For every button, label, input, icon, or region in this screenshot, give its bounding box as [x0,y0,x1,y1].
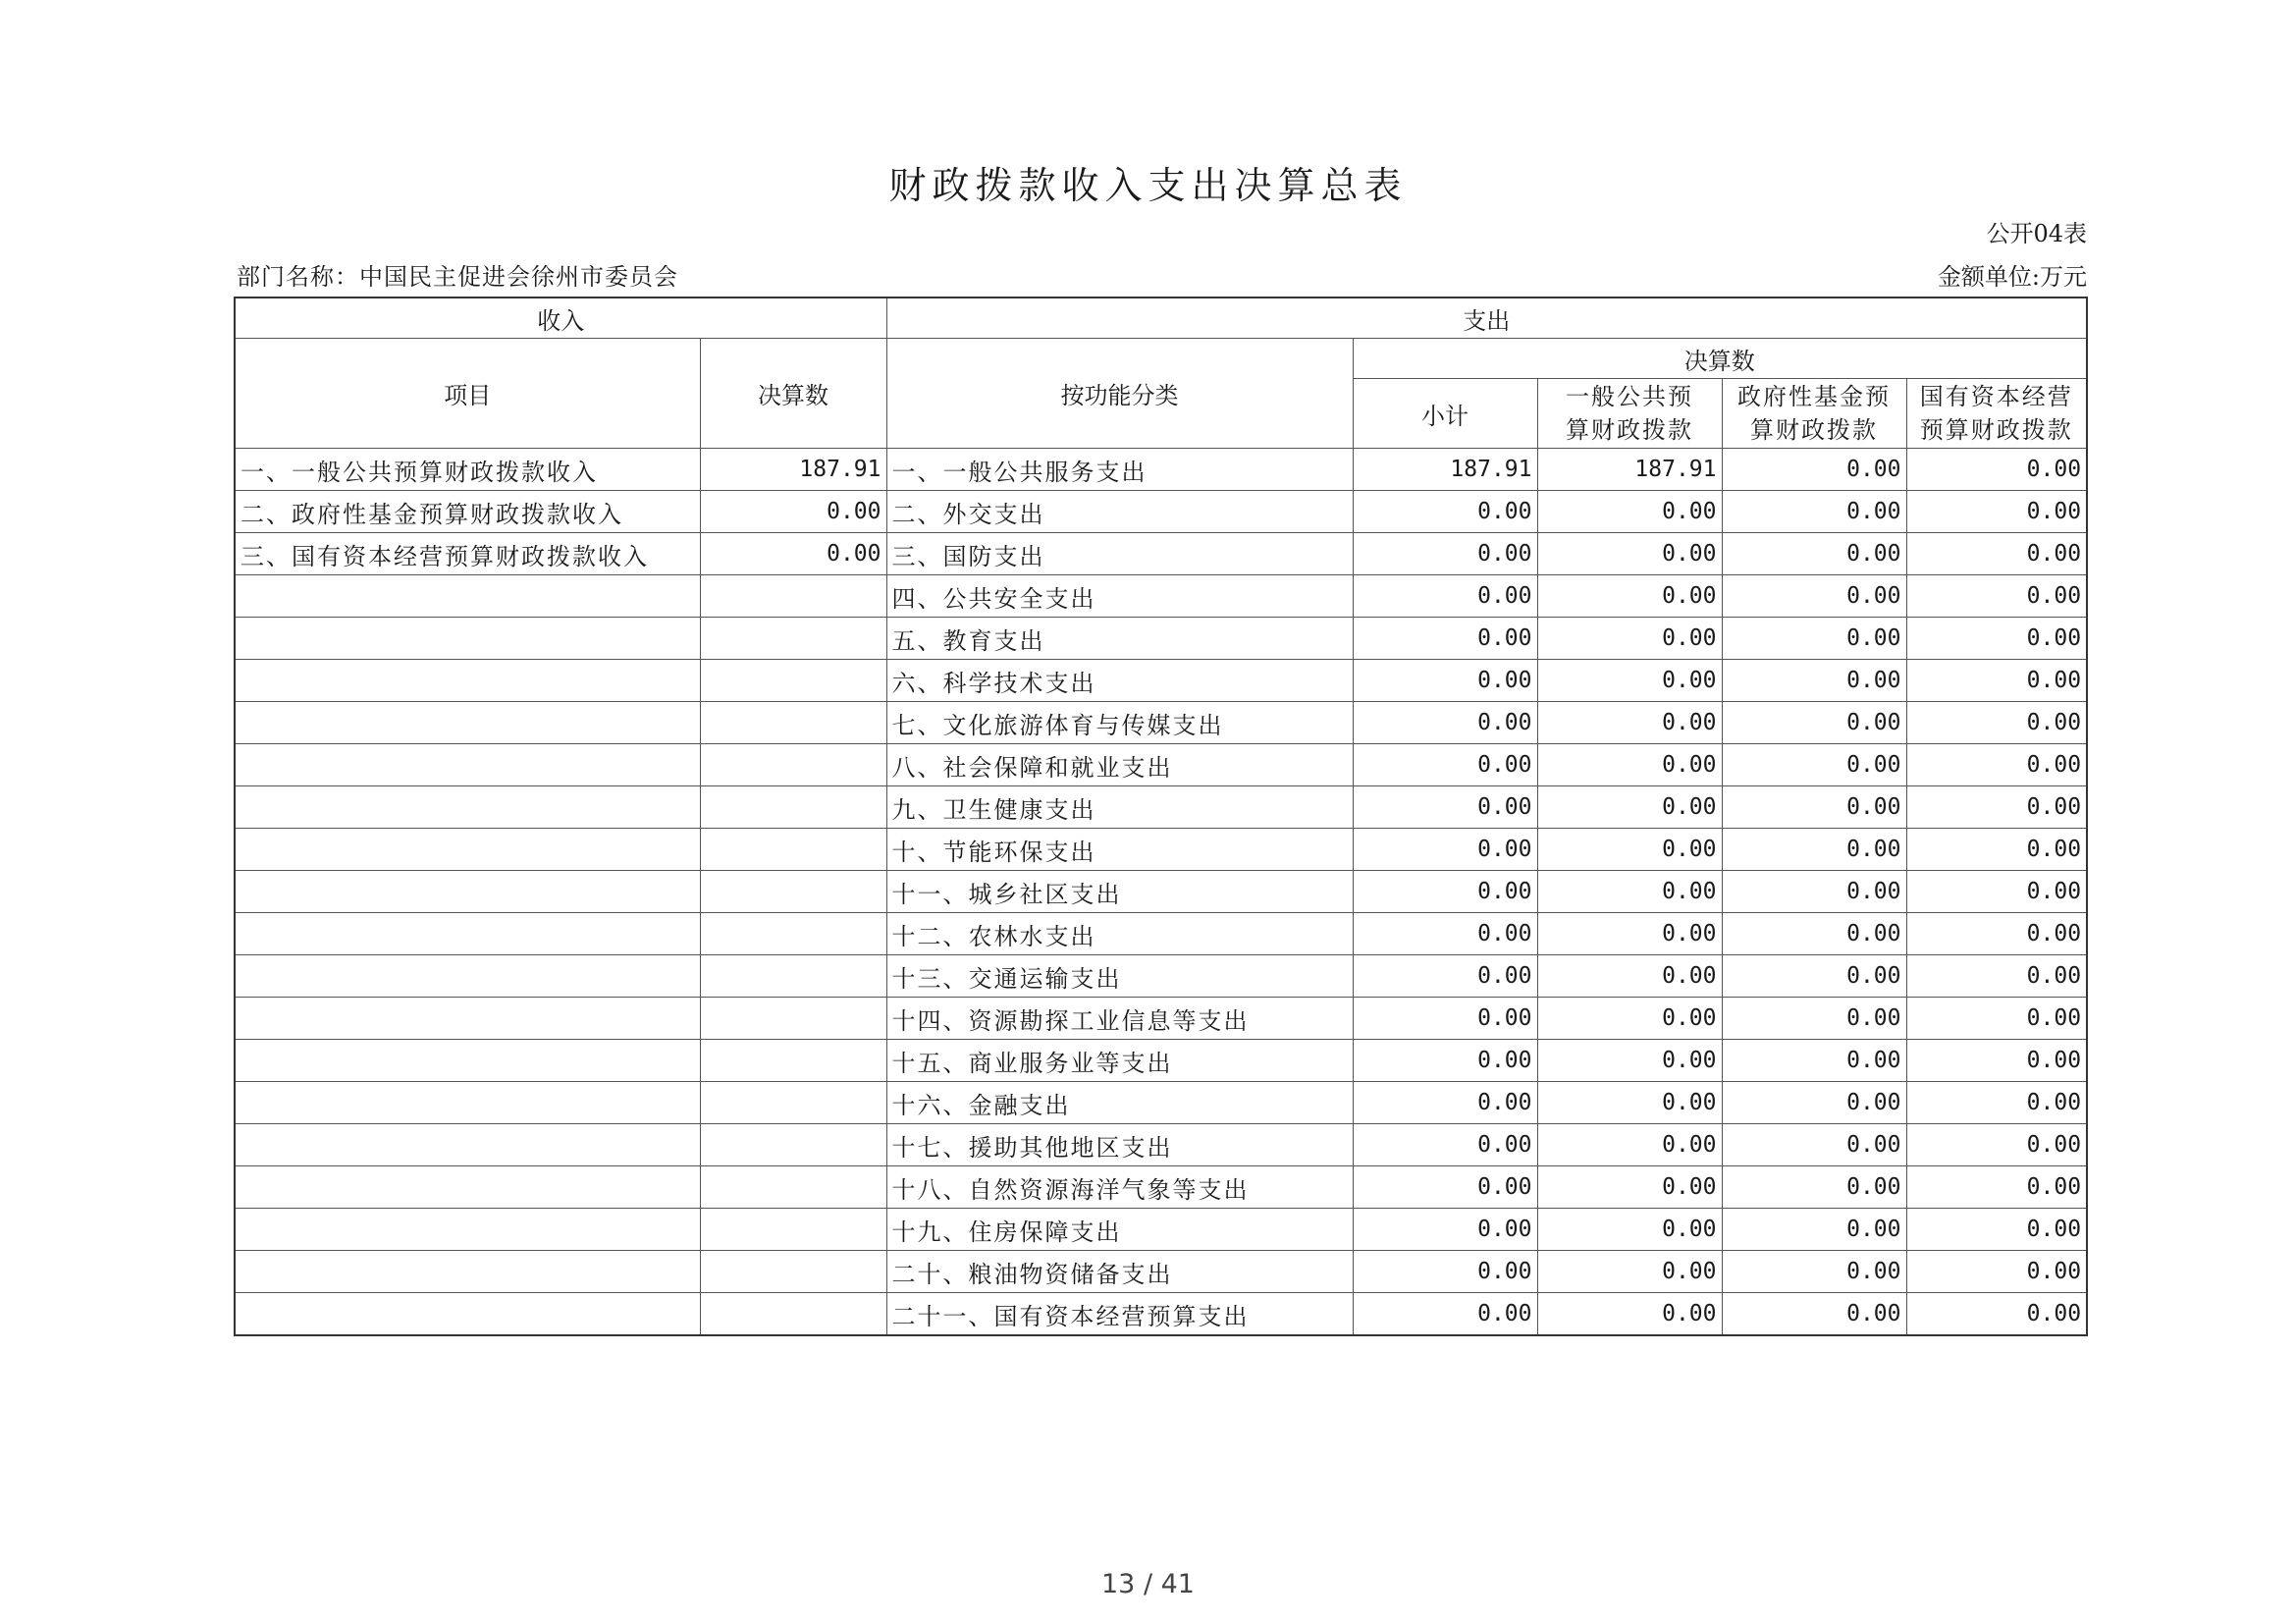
gov-fund-cell: 0.00 [1722,786,1906,829]
gov-fund-cell: 0.00 [1722,491,1906,533]
page-indicator: 13 / 41 [1101,1569,1195,1599]
subtotal-cell: 0.00 [1353,491,1537,533]
expense-category-cell: 四、公共安全支出 [886,575,1353,618]
table-row [235,1251,2087,1293]
income-item-cell [235,786,700,829]
soe-capital-cell: 0.00 [1906,871,2087,913]
expense-category-cell: 九、卫生健康支出 [886,786,1353,829]
table-row [235,1124,2087,1166]
table-row [235,449,2087,491]
general-budget-cell: 0.00 [1537,1082,1722,1124]
income-item-cell: 一、一般公共预算财政拨款收入 [235,449,700,491]
general-budget-cell: 0.00 [1537,786,1722,829]
income-item-cell [235,744,700,786]
table-row [235,998,2087,1040]
subtotal-cell: 0.00 [1353,786,1537,829]
header-row-2 [235,339,2087,379]
expense-category-cell: 八、社会保障和就业支出 [886,744,1353,786]
table-row [235,913,2087,955]
gov-fund-cell: 0.00 [1722,913,1906,955]
gov-fund-cell: 0.00 [1722,871,1906,913]
income-item-cell [235,575,700,618]
gov-fund-cell: 0.00 [1722,955,1906,998]
income-item-cell [235,702,700,744]
soe-capital-cell: 0.00 [1906,1251,2087,1293]
general-budget-cell: 0.00 [1537,1166,1722,1209]
income-amount-cell [700,618,886,660]
gov-fund-cell: 0.00 [1722,533,1906,575]
table-row [235,702,2087,744]
soe-capital-cell: 0.00 [1906,449,2087,491]
income-item-cell [235,1124,700,1166]
amount-unit: 金额单位:万元 [1937,263,2087,291]
expense-category-cell: 五、教育支出 [886,618,1353,660]
gov-fund-cell: 0.00 [1722,998,1906,1040]
soe-capital-cell: 0.00 [1906,998,2087,1040]
table-row [235,1040,2087,1082]
subtotal-cell: 0.00 [1353,533,1537,575]
income-item-cell [235,1209,700,1251]
gov-fund-cell: 0.00 [1722,829,1906,871]
by-function-header: 按功能分类 [886,339,1353,449]
income-item-cell: 二、政府性基金预算财政拨款收入 [235,491,700,533]
table-row [235,660,2087,702]
general-budget-cell: 0.00 [1537,575,1722,618]
subtotal-cell: 0.00 [1353,618,1537,660]
gov-fund-cell: 0.00 [1722,744,1906,786]
general-budget-cell: 0.00 [1537,744,1722,786]
income-item-cell [235,1251,700,1293]
soe-capital-cell: 0.00 [1906,660,2087,702]
gov-fund-header-line2: 算财政拨款 [1750,416,1878,444]
soe-capital-header-line2: 预算财政拨款 [1919,416,2073,444]
soe-capital-cell: 0.00 [1906,955,2087,998]
general-budget-cell: 0.00 [1537,955,1722,998]
income-item-cell [235,1040,700,1082]
table-row [235,744,2087,786]
expense-category-cell: 十九、住房保障支出 [886,1209,1353,1251]
income-amount-cell [700,1040,886,1082]
general-budget-cell: 0.00 [1537,702,1722,744]
gov-fund-cell: 0.00 [1722,1166,1906,1209]
expense-category-cell: 十二、农林水支出 [886,913,1353,955]
expense-category-cell: 一、一般公共服务支出 [886,449,1353,491]
table-row [235,871,2087,913]
expense-category-cell: 十四、资源勘探工业信息等支出 [886,998,1353,1040]
income-item-cell [235,955,700,998]
department-name: 部门名称：中国民主促进会徐州市委员会 [237,263,678,291]
expense-category-cell: 十七、援助其他地区支出 [886,1124,1353,1166]
table-row [235,1082,2087,1124]
subtotal-cell: 0.00 [1353,1040,1537,1082]
table-row [235,575,2087,618]
soe-capital-cell: 0.00 [1906,618,2087,660]
subtotal-header: 小计 [1353,379,1537,449]
soe-capital-cell: 0.00 [1906,786,2087,829]
form-number: 公开04表 [1986,220,2087,247]
gov-fund-cell: 0.00 [1722,1251,1906,1293]
gov-fund-header-line1: 政府性基金预 [1737,383,1891,410]
soe-capital-cell: 0.00 [1906,702,2087,744]
income-amount-cell [700,1082,886,1124]
income-amount-cell [700,575,886,618]
table-row [235,829,2087,871]
gov-fund-cell: 0.00 [1722,575,1906,618]
table-row [235,1166,2087,1209]
income-item-cell [235,1082,700,1124]
subtotal-cell: 0.00 [1353,1124,1537,1166]
general-budget-header [1537,379,1722,449]
income-item-cell [235,913,700,955]
expense-category-cell: 二、外交支出 [886,491,1353,533]
income-amount-cell [700,1251,886,1293]
general-budget-cell: 0.00 [1537,1209,1722,1251]
subtotal-cell: 0.00 [1353,660,1537,702]
income-amount-cell [700,829,886,871]
income-amount-cell: 0.00 [700,491,886,533]
income-item-cell [235,871,700,913]
income-amount-cell [700,702,886,744]
income-header: 收入 [235,298,886,339]
income-amount-cell [700,1293,886,1336]
income-item-cell [235,829,700,871]
income-item-cell [235,1166,700,1209]
income-amount-cell [700,913,886,955]
gov-fund-cell: 0.00 [1722,702,1906,744]
table-row [235,618,2087,660]
general-budget-cell: 0.00 [1537,491,1722,533]
income-amount-cell [700,660,886,702]
income-amount-cell [700,786,886,829]
final-amount-header: 决算数 [700,339,886,449]
subtotal-cell: 0.00 [1353,871,1537,913]
subtotal-cell: 0.00 [1353,829,1537,871]
table-row [235,786,2087,829]
general-budget-cell: 0.00 [1537,1040,1722,1082]
soe-capital-cell: 0.00 [1906,491,2087,533]
general-budget-cell: 0.00 [1537,829,1722,871]
soe-capital-cell: 0.00 [1906,575,2087,618]
gov-fund-cell: 0.00 [1722,1209,1906,1251]
gov-fund-cell: 0.00 [1722,1124,1906,1166]
income-item-cell [235,660,700,702]
general-budget-cell: 0.00 [1537,913,1722,955]
general-budget-cell: 0.00 [1537,998,1722,1040]
expense-category-cell: 七、文化旅游体育与传媒支出 [886,702,1353,744]
soe-capital-cell: 0.00 [1906,1293,2087,1336]
expense-category-cell: 十八、自然资源海洋气象等支出 [886,1166,1353,1209]
gov-fund-header [1722,379,1906,449]
soe-capital-cell: 0.00 [1906,1166,2087,1209]
soe-capital-cell: 0.00 [1906,1124,2087,1166]
soe-capital-cell: 0.00 [1906,533,2087,575]
table-row [235,955,2087,998]
soe-capital-cell: 0.00 [1906,744,2087,786]
subtotal-cell: 0.00 [1353,955,1537,998]
income-item-cell [235,618,700,660]
subtotal-cell: 0.00 [1353,744,1537,786]
subtotal-cell: 0.00 [1353,575,1537,618]
expense-category-cell: 二十、粮油物资储备支出 [886,1251,1353,1293]
header-row-1 [235,298,2087,339]
subtotal-cell: 0.00 [1353,913,1537,955]
expense-category-cell: 二十一、国有资本经营预算支出 [886,1293,1353,1336]
general-budget-header-line2: 算财政拨款 [1566,416,1693,444]
subtotal-cell: 0.00 [1353,1209,1537,1251]
expense-header: 支出 [886,298,2087,339]
gov-fund-cell: 0.00 [1722,1293,1906,1336]
gov-fund-cell: 0.00 [1722,618,1906,660]
item-header: 项目 [235,339,700,449]
expense-category-cell: 三、国防支出 [886,533,1353,575]
table-row [235,1209,2087,1251]
table-row [235,533,2087,575]
income-amount-cell [700,1124,886,1166]
expense-category-cell: 十六、金融支出 [886,1082,1353,1124]
income-amount-cell: 0.00 [700,533,886,575]
income-amount-cell [700,871,886,913]
page-title: 财政拨款收入支出决算总表 [888,164,1408,207]
subtotal-cell: 0.00 [1353,1251,1537,1293]
subtotal-cell: 0.00 [1353,702,1537,744]
income-amount-cell: 187.91 [700,449,886,491]
gov-fund-cell: 0.00 [1722,1040,1906,1082]
gov-fund-cell: 0.00 [1722,449,1906,491]
soe-capital-cell: 0.00 [1906,829,2087,871]
subtotal-cell: 187.91 [1353,449,1537,491]
income-item-cell: 三、国有资本经营预算财政拨款收入 [235,533,700,575]
subtotal-cell: 0.00 [1353,1293,1537,1336]
subtotal-cell: 0.00 [1353,1082,1537,1124]
gov-fund-cell: 0.00 [1722,660,1906,702]
income-amount-cell [700,955,886,998]
soe-capital-cell: 0.00 [1906,1082,2087,1124]
income-amount-cell [700,1209,886,1251]
income-item-cell [235,998,700,1040]
gov-fund-cell: 0.00 [1722,1082,1906,1124]
income-amount-cell [700,744,886,786]
general-budget-cell: 0.00 [1537,1293,1722,1336]
expense-category-cell: 十三、交通运输支出 [886,955,1353,998]
subtotal-cell: 0.00 [1353,998,1537,1040]
income-amount-cell [700,1166,886,1209]
final-amount-group-header: 决算数 [1353,339,2087,379]
general-budget-cell: 0.00 [1537,871,1722,913]
income-item-cell [235,1293,700,1336]
general-budget-cell: 187.91 [1537,449,1722,491]
general-budget-cell: 0.00 [1537,618,1722,660]
expense-category-cell: 六、科学技术支出 [886,660,1353,702]
soe-capital-cell: 0.00 [1906,913,2087,955]
soe-capital-cell: 0.00 [1906,1209,2087,1251]
table-row [235,491,2087,533]
income-amount-cell [700,998,886,1040]
general-budget-cell: 0.00 [1537,533,1722,575]
soe-capital-header-line1: 国有资本经营 [1919,383,2073,410]
general-budget-cell: 0.00 [1537,660,1722,702]
general-budget-cell: 0.00 [1537,1124,1722,1166]
fiscal-appropriation-table [234,297,2088,1336]
expense-category-cell: 十一、城乡社区支出 [886,871,1353,913]
expense-category-cell: 十、节能环保支出 [886,829,1353,871]
general-budget-cell: 0.00 [1537,1251,1722,1293]
soe-capital-header [1906,379,2087,449]
expense-category-cell: 十五、商业服务业等支出 [886,1040,1353,1082]
subtotal-cell: 0.00 [1353,1166,1537,1209]
table-row [235,1293,2087,1336]
general-budget-header-line1: 一般公共预 [1566,383,1693,410]
soe-capital-cell: 0.00 [1906,1040,2087,1082]
